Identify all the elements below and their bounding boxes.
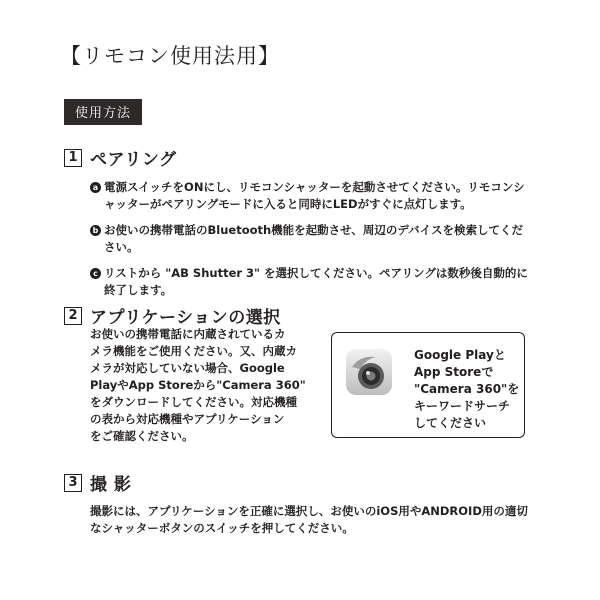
section-app-selection	[64, 303, 544, 328]
step-marker-icon: a	[90, 182, 101, 193]
step-marker-icon: c	[90, 268, 101, 279]
text-line: お使いの携帯電話に内蔵されているカ	[90, 327, 286, 341]
section-header	[64, 470, 544, 495]
section-title: 撮 影	[90, 475, 132, 495]
step-b	[90, 222, 544, 256]
section-number: 2	[64, 307, 82, 325]
app-info-text	[414, 347, 524, 432]
text-line: をダウンロードしてください。対応機種	[90, 395, 297, 409]
info-line: "Camera 360"を	[414, 382, 520, 396]
section-title: アプリケーションの選択	[90, 308, 281, 328]
step-text: お使いの携帯電話のBluetooth機能を起動させ、周辺のデバイスを検索してください。	[104, 223, 524, 254]
info-line: Google Playと	[414, 348, 506, 362]
info-line: キーワードサーチ	[414, 399, 511, 413]
page-title: 【リモコン使用法用】	[60, 44, 280, 68]
shooting-text: 撮影には、アプリケーションを正確に選択し、お使いのiOS用やANDROID用の適切なシャッターボタンのスイッチを押してください。	[90, 504, 528, 535]
info-line: してください	[414, 416, 487, 430]
camera-icon	[346, 349, 392, 395]
section-header	[64, 145, 544, 170]
text-line: PlayやApp Storeから"Camera 360"	[90, 378, 306, 392]
text-line: をご確認ください。	[90, 429, 194, 443]
text-line: メラ機能をご使用ください。又、内蔵カ	[90, 344, 297, 358]
section-shooting	[64, 470, 544, 537]
step-text: 電源スイッチをONにし、リモコンシャッターを起動させてください。リモコンシャッターがペアリングモードに入ると同時にLEDがすぐに点灯します。	[104, 180, 525, 211]
camera-360-app-icon	[346, 349, 392, 395]
app-info-box	[331, 332, 525, 438]
text-line: の表から対応機種やアプリケーション	[90, 412, 285, 426]
section-title: ペアリング	[90, 150, 177, 170]
section-pairing	[64, 145, 544, 299]
usage-badge: 使用方法	[64, 99, 142, 125]
step-a	[90, 179, 544, 213]
step-text: リストから "AB Shutter 3" を選択してください。ペアリングは数秒後自動的に終了します。	[104, 266, 528, 297]
section-number: 3	[64, 474, 82, 492]
step-marker-icon: b	[90, 225, 101, 236]
text-line: メラが対応していない場合、Google	[90, 361, 285, 375]
step-c	[90, 265, 544, 299]
info-line: App Storeで	[414, 365, 494, 379]
app-selection-text	[90, 326, 320, 445]
section-number: 1	[64, 149, 82, 167]
section-header	[64, 303, 544, 328]
